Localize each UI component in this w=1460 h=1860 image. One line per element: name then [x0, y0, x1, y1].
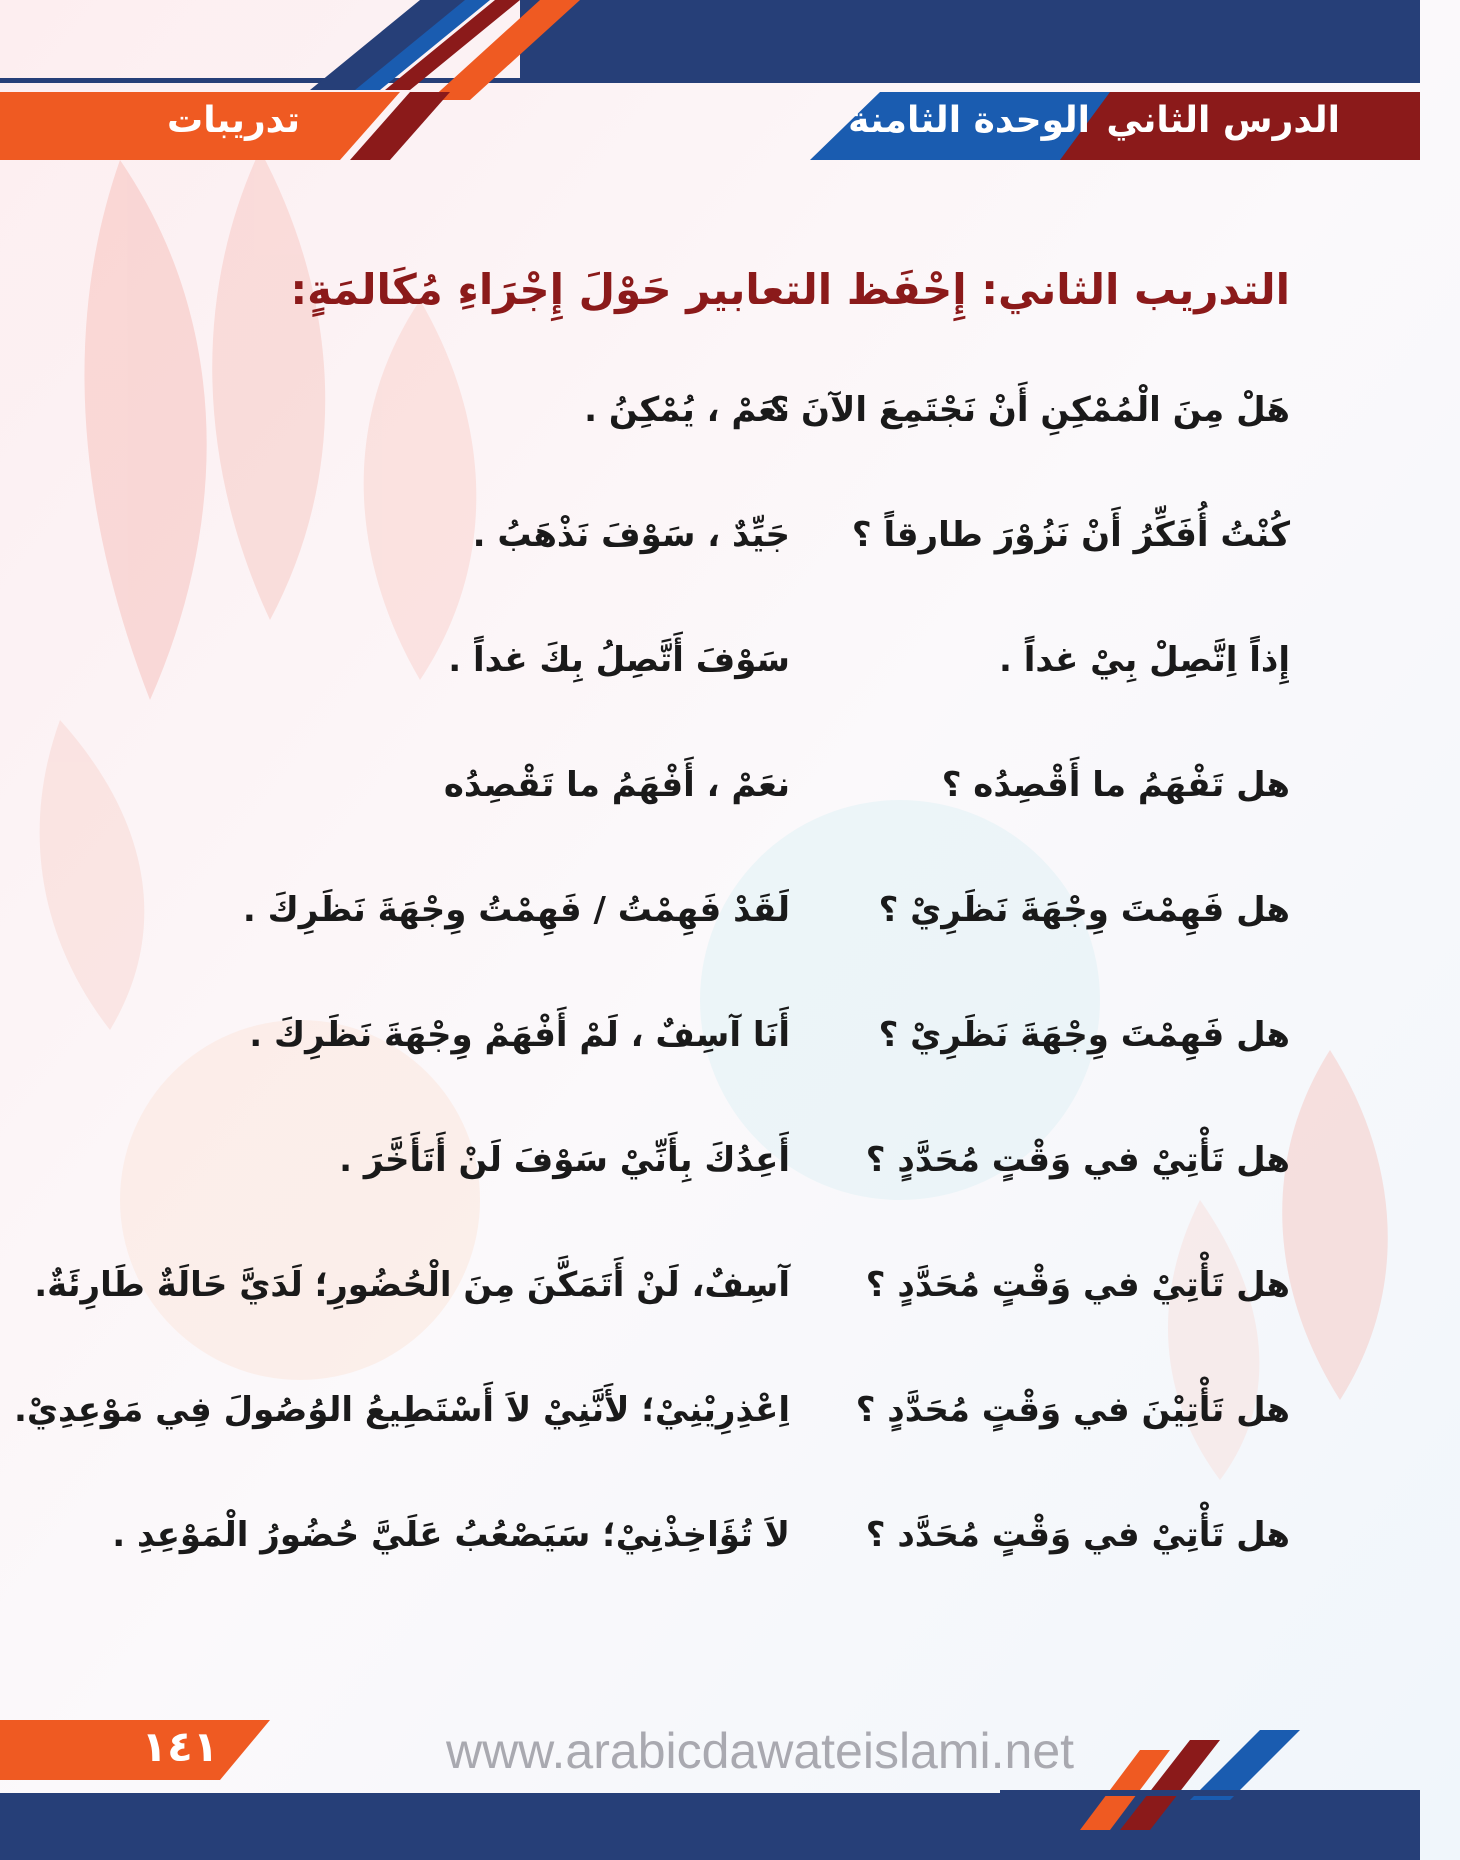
unit-label: الوحدة الثامنة	[848, 100, 1090, 141]
answer-text: أَنَا آسِفٌ ، لَمْ أَفْهَمْ وِجْهَةَ نَظَرِكَ .	[249, 1015, 790, 1055]
question-text: هل تَأْتِيْنَ في وَقْتٍ مُحَدَّدٍ ؟	[855, 1390, 1290, 1430]
answer-text: نعَمْ ، يُمْكِنُ .	[584, 390, 790, 430]
dialogue-row	[0, 880, 1460, 940]
question-text: هل فَهِمْتَ وِجْهَةَ نَظَرِيْ ؟	[878, 890, 1290, 930]
question-text: هل تَأْتِيْ في وَقْتٍ مُحَدَّدٍ ؟	[865, 1265, 1290, 1305]
dialogue-row	[0, 1505, 1460, 1565]
website-watermark: www.arabicdawateislami.net	[445, 1723, 1075, 1779]
exercise-title: التدريب الثاني: إِحْفَظ التعابير حَوْلَ إِجْرَاءِ مُكَالمَةٍ:	[290, 265, 1290, 314]
question-text: كُنْتُ أُفَكِّرُ أَنْ نَزُوْرَ طارقاً ؟	[851, 515, 1290, 555]
answer-text: آسِفٌ، لَنْ أَتَمَكَّنَ مِنَ الْحُضُورِ؛ لَدَيَّ حَالَةٌ طَارِئَةٌ.	[34, 1265, 790, 1305]
dialogue-row	[0, 1255, 1460, 1315]
question-text: هل تَأْتِيْ في وَقْتٍ مُحَدَّدٍ ؟	[865, 1140, 1290, 1180]
dialogue-row	[0, 505, 1460, 565]
bottom-navy-bar	[0, 1793, 1420, 1860]
answer-text: اِعْذِرِيْنِيْ؛ لأَنَّنِيْ لاَ أَسْتَطِيعُ الوُصُولَ فِي مَوْعِدِيْ.	[13, 1390, 790, 1430]
question-text: هل فَهِمْتَ وِجْهَةَ نَظَرِيْ ؟	[878, 1015, 1290, 1055]
lesson-label: الدرس الثاني	[1106, 100, 1340, 141]
answer-text: سَوْفَ أَتَّصِلُ بِكَ غداً .	[448, 640, 790, 680]
dialogue-row	[0, 1005, 1460, 1065]
question-text: هل تَفْهَمُ ما أَقْصِدُه ؟	[941, 765, 1290, 805]
question-text: هَلْ مِنَ الْمُمْكِنِ أَنْ نَجْتَمِعَ الآنَ ؟	[769, 390, 1290, 430]
dialogue-row	[0, 1130, 1460, 1190]
question-text: إِذاً اِتَّصِلْ بِيْ غداً .	[999, 640, 1290, 680]
answer-text: جَيِّدٌ ، سَوْفَ نَذْهَبُ .	[472, 515, 790, 555]
top-navy-bar	[520, 0, 1420, 78]
dialogue-row	[0, 380, 1460, 440]
dialogue-row	[0, 755, 1460, 815]
answer-text: نعَمْ ، أَفْهَمُ ما تَقْصِدُه	[443, 765, 790, 805]
section-label: تدريبات	[167, 100, 300, 141]
question-text: هل تَأْتِيْ في وَقْتٍ مُحَدَّد ؟	[865, 1515, 1290, 1555]
page-number: ١٤١	[141, 1722, 219, 1771]
answer-text: لاَ تُؤَاخِذْنِيْ؛ سَيَصْعُبُ عَلَيَّ حُضُورُ الْمَوْعِدِ .	[112, 1515, 790, 1555]
answer-text: أَعِدُكَ بِأَنِّيْ سَوْفَ لَنْ أَتَأَخَّرَ .	[339, 1140, 790, 1180]
dialogue-row	[0, 1380, 1460, 1440]
dialogue-row	[0, 630, 1460, 690]
answer-text: لَقَدْ فَهِمْتُ / فَهِمْتُ وِجْهَةَ نَظَرِكَ .	[242, 890, 790, 930]
